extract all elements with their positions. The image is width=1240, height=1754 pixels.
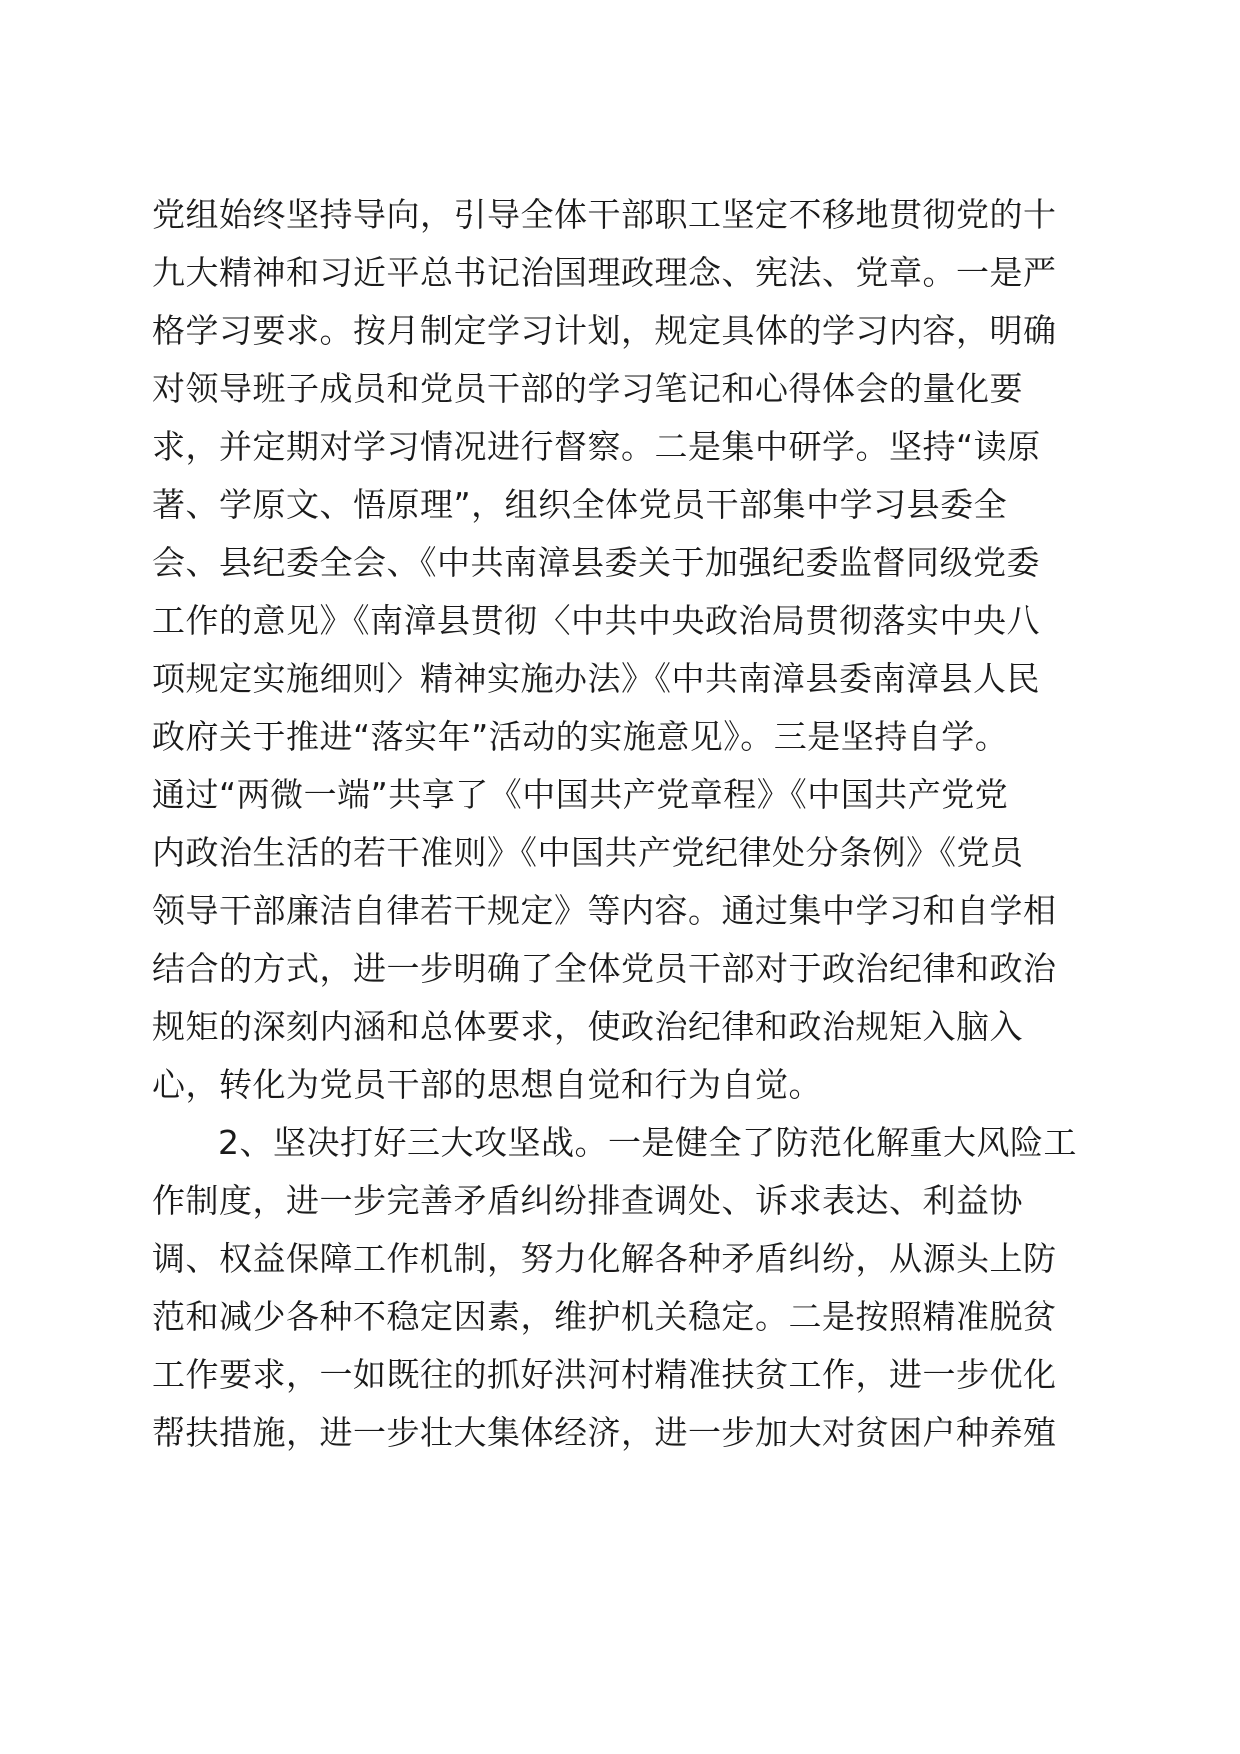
document-body [152,186,1092,1462]
paragraph-line: 作制度，进一步完善矛盾纠纷排查调处、诉求表达、利益协 [152,1181,1023,1220]
paragraph-1 [152,186,1092,1114]
paragraph-line: 领导干部廉洁自律若干规定》等内容。通过集中学习和自学相 [152,891,1057,930]
paragraph-line: 政府关于推进“落实年”活动的实施意见》。三是坚持自学。 [152,717,1009,756]
paragraph-line: 调、权益保障工作机制，努力化解各种矛盾纠纷，从源头上防 [152,1239,1057,1278]
paragraph-line: 九大精神和习近平总书记治国理政理念、宪法、党章。一是严 [152,253,1057,292]
paragraph-line: 格学习要求。按月制定学习计划，规定具体的学习内容，明确 [152,311,1057,350]
paragraph-line: 2、坚决打好三大攻坚战。一是健全了防范化解重大风险工 [218,1123,1077,1162]
paragraph-line: 会、县纪委全会、《中共南漳县委关于加强纪委监督同级党委 [152,543,1040,582]
paragraph-line: 项规定实施细则〉精神实施办法》《中共南漳县委南漳县人民 [152,659,1040,698]
paragraph-line: 结合的方式，进一步明确了全体党员干部对于政治纪律和政治 [152,949,1057,988]
paragraph-line: 通过“两微一端”共享了《中国共产党章程》《中国共产党党 [152,775,1009,814]
paragraph-line: 对领导班子成员和党员干部的学习笔记和心得体会的量化要 [152,369,1023,408]
paragraph-line: 内政治生活的若干准则》《中国共产党纪律处分条例》《党员 [152,833,1024,872]
paragraph-line: 党组始终坚持导向，引导全体干部职工坚定不移地贯彻党的十 [152,195,1057,234]
paragraph-line: 求，并定期对学习情况进行督察。二是集中研学。坚持“读原 [152,427,1041,466]
paragraph-line: 帮扶措施，进一步壮大集体经济，进一步加大对贫困户种养殖 [152,1413,1057,1452]
paragraph-line: 工作要求，一如既往的抓好洪河村精准扶贫工作，进一步优化 [152,1355,1057,1394]
paragraph-2 [152,1114,1092,1462]
paragraph-line: 著、学原文、悟原理”，组织全体党员干部集中学习县委全 [152,485,1008,524]
paragraph-line: 工作的意见》《南漳县贯彻〈中共中央政治局贯彻落实中央八 [152,601,1040,640]
paragraph-line: 心，转化为党员干部的思想自觉和行为自觉。 [152,1065,822,1104]
paragraph-line: 规矩的深刻内涵和总体要求，使政治纪律和政治规矩入脑入 [152,1007,1023,1046]
paragraph-line: 范和减少各种不稳定因素，维护机关稳定。二是按照精准脱贫 [152,1297,1057,1336]
